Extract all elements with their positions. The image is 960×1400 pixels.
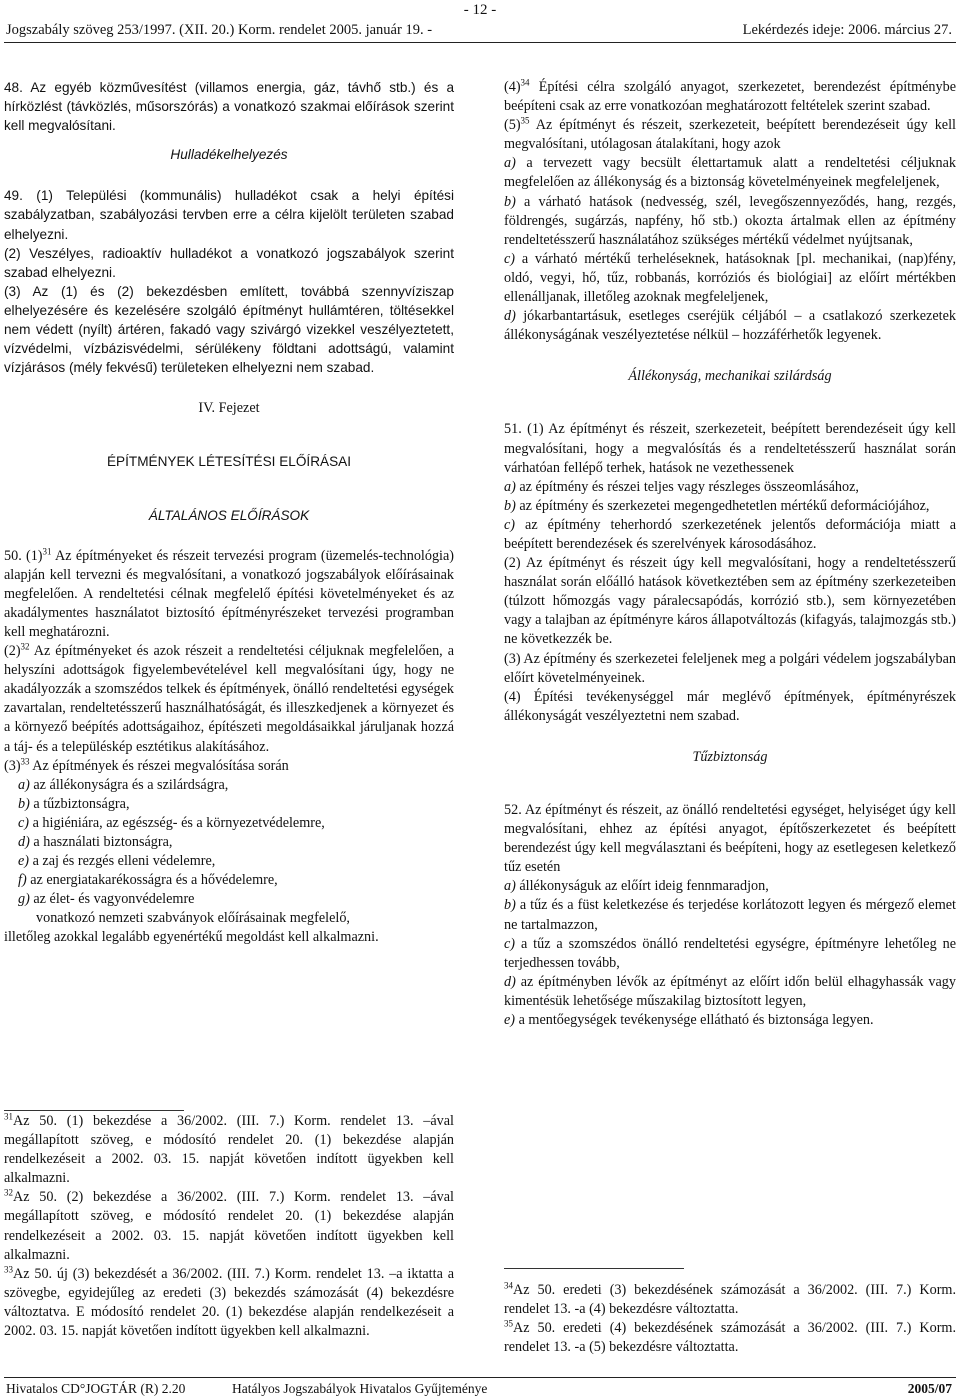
section-51-3: (3) Az építmény és szerkezetei feleljenek meg a polgári védelem jogszabályban előírt követelményeinek. <box>504 650 956 686</box>
list-text: az energiatakarékosságra és a hővédelemre, <box>26 872 278 889</box>
list-mark: e) <box>504 1012 516 1029</box>
list-item <box>504 896 956 934</box>
list-item <box>504 307 956 345</box>
footnote-rule-right <box>504 1268 684 1269</box>
footnote-text: Az 50. eredeti (4) bekezdésének számozását a 36/2002. (III. 7.) Korm. rendelet 13. -a (5) bekezdésre változtatta. <box>504 1320 956 1356</box>
footnote-33 <box>4 1265 454 1341</box>
footer-right: 2005/07 <box>907 1381 952 1396</box>
subtitle-altalanos: ÁLTALÁNOS ELŐÍRÁSOK <box>148 507 310 523</box>
footnote-text: Az 50. új (3) bekezdését a 36/2002. (III. 7.) Korm. rendelet 13. –a iktatta a szövegbe, egyidejűleg az eredeti (3) bekezdés számozását (4) bekezdésre változtatva. E módosító rendelet 20. (1) bekezdése alapján rendelkezéseit a 2002. 03. 15. napját követően indított ügyekben kell alkalmazni. <box>4 1265 454 1340</box>
para-num: (2) <box>4 643 21 660</box>
list-mark: b) <box>504 897 516 914</box>
list-mark: c) <box>18 814 30 831</box>
section-51-2: (2) Az építményt és részeit úgy kell megvalósítani, hogy a rendeltetésszerű használat során előálló hatások következtében sem az építmény szerkezeteiben (túlzott hőmozgás vagy páralecsapódás, korrózió stb.), sem környezetében vagy a talajban az építményre káros állapotváltozás (kifagyás, talajmozgás stb.) ne következzék be. <box>504 555 956 648</box>
list-text: az építményben lévők az építményt az előírt időn belül elhagyhassák vagy kimentésük lehetősége műszakilag biztosított legyen, <box>504 973 956 1009</box>
footer-left: Hivatalos CD°JOGTÁR (R) 2.20 <box>6 1381 186 1396</box>
list-text: a tűz és a füst keletkezése és terjedése korlátozott legyen és mérgező elemet ne tartalmazzon, <box>504 897 956 933</box>
list-mark: a) <box>504 478 516 495</box>
list-item <box>18 814 454 833</box>
section-51-1: 51. (1) Az építményt és részeit, szerkezeteit, beépített berendezéseit úgy kell megvalósítani, hogy a megvalósítás és a rendeltetésszerű használat során várhatóan fellépő terhek, hatások ne vezethessenek <box>504 421 956 476</box>
footnote-ref: 33 <box>20 755 30 766</box>
list-mark: b) <box>18 795 30 812</box>
requirements-list <box>4 776 454 929</box>
footnote-num: 34 <box>504 1280 513 1291</box>
list-text: jókarbantartásuk, esetleges cseréjük céljából – a csatlakozó szerkezetek állékonyságának veszélyeztetése nélkül – hozzáférhetők legyenek. <box>504 308 956 344</box>
footnote-text: Az 50. (2) bekezdése a 36/2002. (III. 7.) Korm. rendelet 13. –ával megállapított szöveg, e módosító rendelet 20. (1) bekezdése alapján rendelkezéseit a 2002. 03. 15. napját követően indított ügyekben kell alkalmazni. <box>4 1189 454 1263</box>
section-52: 52. Az építményt és részeit, az önálló rendeltetési egységet, helyiséget úgy kell megvalósítani, ehhez az építési anyagot, építőszerkezetet és beépített berendezést úgy kell megválasztani és beépíteni, hogy az esetlegesen keletkező tűz esetén <box>504 802 956 876</box>
list-text: a várható hatások (nedvesség, szél, levegőszennyeződés, hang, rezgés, földrengés, sugárzás, napfény, hő stb.) okozta ártalmak ellen az építmény rendeltetésszerű használatához szükséges mértékű védelmet nyújtsanak, <box>504 193 956 248</box>
list-item <box>504 154 956 192</box>
list-conclusion: illetőleg azokkal legalább egyenértékű megoldást kell alkalmazni. <box>4 929 379 946</box>
list-item <box>504 1011 956 1030</box>
footnote-ref: 32 <box>20 641 30 652</box>
list-item <box>504 193 956 250</box>
section-48: 48. Az egyéb közművesítést (villamos energia, gáz, távhő stb.) és a hírközlést (távközlés, műsorszórás) a vonatkozó szakmai előírások szerint kell megvalósítani. <box>4 80 454 134</box>
list-text: a tűzbiztonságra, <box>29 795 130 812</box>
list-mark: d) <box>504 973 516 990</box>
para-num: (5) <box>504 117 521 134</box>
list-mark: d) <box>18 834 30 850</box>
section-50-3 <box>4 757 454 776</box>
footnote-num: 35 <box>504 1318 513 1329</box>
list-item <box>18 852 454 871</box>
footnote-ref: 35 <box>520 115 530 126</box>
list-mark: g) <box>18 891 30 908</box>
list-text: a használati biztonságra, <box>29 834 173 850</box>
list-mark: c) <box>504 935 516 952</box>
list-tail: vonatkozó nemzeti szabványok előírásainak megfelelő, <box>36 910 350 927</box>
list-mark: a) <box>504 878 516 895</box>
list-item <box>18 776 454 795</box>
heading-allekonysag: Állékonyság, mechanikai szilárdság <box>628 368 832 385</box>
left-column <box>4 78 454 948</box>
footer-center: Hatályos Jogszabályok Hivatalos Gyűjteménye <box>232 1381 488 1396</box>
list-item <box>504 973 956 1011</box>
list-text: az építmény és szerkezetei megengedhetetlen mértékű deformációjához, <box>515 497 930 514</box>
para-num: 50. (1) <box>4 547 43 564</box>
list-mark: f) <box>18 872 27 889</box>
footnote-text: Az 50. eredeti (3) bekezdésének számozását a 36/2002. (III. 7.) Korm. rendelet 13. -a (4) bekezdésre változtatta. <box>504 1282 956 1318</box>
list-text: az állékonyságra és a szilárdságra, <box>29 776 229 793</box>
para-num: (4) <box>504 79 521 95</box>
left-footnotes <box>4 1112 454 1341</box>
list-item <box>504 250 956 307</box>
list-item <box>504 497 956 516</box>
section-51-4: (4) Építési tevékenységgel már meglévő építmények, építményrészek állékonyságát veszélyeztetni nem szabad. <box>504 688 956 724</box>
list-item <box>504 935 956 973</box>
footnote-31 <box>4 1112 454 1188</box>
footnote-num: 31 <box>4 1111 13 1122</box>
list-item <box>18 833 454 852</box>
list-text: a tervezett vagy becsült élettartamuk alatt a rendeltetési céljuknak megfelelően az állékonyság és a biztonság követelményeinek megfeleljenek, <box>504 155 956 191</box>
list-text: az építmény teherhordó szerkezetének jelentős deformációja miatt a beépített berendezések és szerelvények károsodásához. <box>504 516 956 552</box>
section-49-1: 49. (1) Települési (kommunális) hulladékot csak a helyi építési szabályzatban, szabályozási tervben erre a célra kijelölt területen szabad elhelyezni. <box>4 188 454 242</box>
para-text: Az építményeket és azok részeit a rendeltetési céljuknak megfelelően, a helyszíni adottságok figyelembevételével kell megvalósítani úgy, hogy ne akadályozzák a szomszédos telkek és építmények, önálló rendeltetési egységek zavartalan, rendeltetésszerű használhatóságát, és illeszkedjenek a környezet és a környező beépítés adottságaihoz, építészeti megoldásaikkal járuljanak hozzá a táj- és a településkép esztétikus alakításához. <box>4 643 454 755</box>
header-rule <box>4 42 956 43</box>
list-item <box>504 516 956 554</box>
footnote-num: 32 <box>4 1187 13 1198</box>
list-text: a higiéniára, az egészség- és a környezetvédelemre, <box>29 814 325 831</box>
section-49-2: (2) Veszélyes, radioaktív hulladékot a vonatkozó jogszabályok szerint szabad elhelyezni. <box>4 245 454 280</box>
list-text: állékonyságuk az előírt ideig fennmaradjon, <box>515 878 769 895</box>
list-item <box>18 871 454 890</box>
footnote-num: 33 <box>4 1264 13 1275</box>
footnote-32 <box>4 1188 454 1264</box>
list-item <box>504 478 956 497</box>
list-item <box>18 890 454 909</box>
chapter-title: ÉPÍTMÉNYEK LÉTESÍTÉSI ELŐÍRÁSAI <box>106 454 351 470</box>
para-text: Az építményeket és részeit tervezési program (üzemelés-technológia) alapján kell tervezni és megvalósítani, a vonatkozó jogszabályok előírásainak megfelelően. A rendeltetési célnak megfelelő építési követelményeket és az akadálymentes használatot biztosító építményrészeket tervezési programban kell meghatározni. <box>4 547 455 640</box>
section-49-3: (3) Az (1) és (2) bekezdésben említett, továbbá szennyvíziszap elhelyezésére és kezelésére szolgáló építményt hullámtéren, töltésekkel nem védett (nyílt) ártéren, fakadó vagy szivárgó vizekkel veszélyeztetett, vízvédelmi, vízbázisvédelmi, sérülékeny földtani adottságú, valamint vízjárásos (mély fekvésű) területeken elhelyezni nem szabad. <box>4 283 454 376</box>
para-text: Az építmények és részei megvalósítása során <box>29 757 289 774</box>
chapter-label: IV. Fejezet <box>198 400 260 417</box>
list-mark: e) <box>18 853 30 870</box>
list-text: a zaj és rezgés elleni védelemre, <box>29 853 216 870</box>
footnote-rule-left <box>4 1110 184 1111</box>
list-mark: b) <box>504 497 516 514</box>
list-text: a tűz a szomszédos önálló rendeltetési egységre, építményre lehetőleg ne terjedhessen tovább, <box>504 935 956 971</box>
list-text: a várható mértékű terheléseknek, hatásoknak [pl. mechanikai, (nap)fény, oldó, vegyi, hő, tűz, robbanás, korróziós és biológiai] az előírt mértékben ellenálljanak, illetőleg azoknak megfeleljenek, <box>504 250 956 306</box>
section-50-1 <box>4 547 454 642</box>
list-mark: c) <box>504 250 516 267</box>
footnote-ref: 34 <box>520 77 530 88</box>
header-left: Jogszabály szöveg 253/1997. (XII. 20.) Korm. rendelet 2005. január 19. - <box>6 22 433 38</box>
right-column <box>504 78 956 1030</box>
section-50-5 <box>504 116 956 154</box>
section-50-4 <box>504 78 956 116</box>
list-text: a mentőegységek tevékenysége ellátható és biztonsága legyen. <box>515 1012 874 1029</box>
list-mark: a) <box>504 155 516 172</box>
footnote-ref: 31 <box>42 545 52 556</box>
list-mark: b) <box>504 193 516 210</box>
footnote-text: Az 50. (1) bekezdése a 36/2002. (III. 7.) Korm. rendelet 13. –ával megállapított szöveg, e módosító rendelet 20. (1) bekezdése alapján rendelkezéseit a 2002. 03. 15. napját követően indított ügyekben kell alkalmazni. <box>4 1113 454 1187</box>
list-item <box>504 877 956 896</box>
list-mark: c) <box>504 516 516 533</box>
heading-tuzbiztonsag: Tűzbiztonság <box>692 748 768 765</box>
heading-hulladek: Hulladékelhelyezés <box>170 147 288 163</box>
right-footnotes <box>504 1281 956 1357</box>
list-mark: d) <box>504 308 516 325</box>
para-num: (3) <box>4 757 21 774</box>
list-item <box>18 795 454 814</box>
footnote-35 <box>504 1319 956 1357</box>
footer-rule <box>4 1377 956 1378</box>
list-text: az építmény és részei teljes vagy részleges összeomlásához, <box>515 478 859 495</box>
list-text: az élet- és vagyonvédelemre <box>29 891 195 908</box>
footnote-34 <box>504 1281 956 1319</box>
page-number: - 12 - <box>463 2 497 18</box>
list-mark: a) <box>18 776 30 793</box>
para-text: Az építményt és részeit, szerkezeteit, beépített berendezéseit úgy kell megvalósítani, utólagosan átalakítani, hogy azok <box>504 117 956 153</box>
section-50-2 <box>4 642 454 757</box>
header-right: Lekérdezés ideje: 2006. március 27. <box>742 22 952 38</box>
para-text: Építési célra szolgáló anyagot, szerkezetet, berendezést építménybe beépíteni csak az erre vonatkozóan meghatározott feltételek szerint szabad. <box>504 79 956 115</box>
